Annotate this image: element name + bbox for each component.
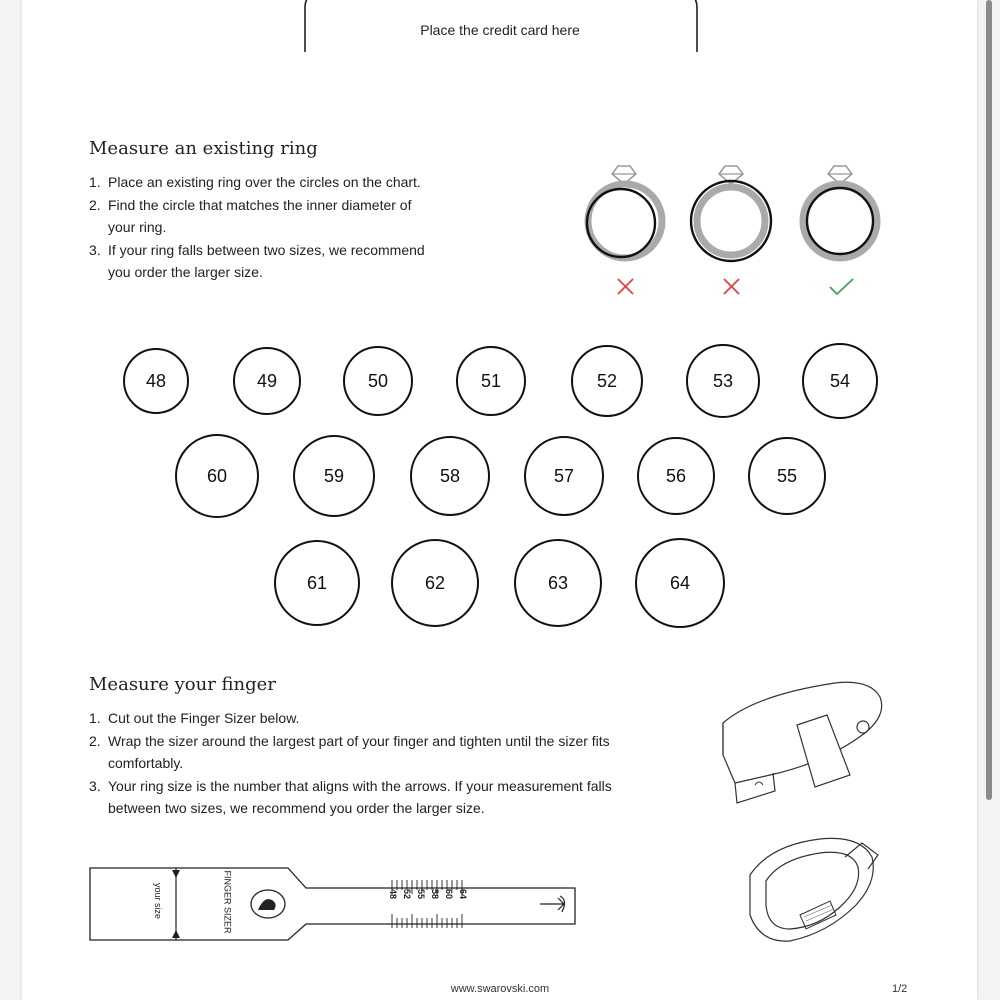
step-text: Wrap the sizer around the largest part of your finger and tighten until the sizer fits [108,732,610,749]
step-text: Place an existing ring over the circles on the chart. [108,174,421,190]
ring-size-circle: 57 [524,436,604,516]
existing-ring-title: Measure an existing ring [89,138,318,159]
ring-size-circle: 50 [343,346,413,416]
ring-size-circle: 52 [571,345,643,417]
cross-icon-1 [618,279,633,294]
ring-size-circle: 48 [123,348,189,414]
step-text: between two sizes, we recommend you order the larger size. [108,800,485,816]
wrapped-sizer-illustration [715,675,895,805]
ring-size-circle: 59 [293,435,375,517]
step-item [89,775,679,820]
sizer-scale-number: 60 [444,888,455,900]
step-item [89,194,469,239]
sizer-scale-number: 52 [402,888,413,900]
ring-fit-illustrations [580,160,890,305]
step-number: 2. [89,196,101,213]
sizer-scale-number: 58 [430,888,441,900]
check-icon [830,279,853,294]
wrapped-sizer-illustration-2 [740,835,890,947]
step-text: Your ring size is the number that aligns with the arrows. If your measurement falls [108,777,612,794]
step-text: Cut out the Finger Sizer below. [108,710,300,726]
sizer-scale-number: 64 [458,888,469,900]
ring-size-circle: 53 [686,344,760,418]
sizer-your-size-label: your size [153,882,164,920]
ring-size-circle: 49 [233,347,301,415]
ring-size-circle: 55 [748,437,826,515]
step-number: 3. [89,241,101,258]
step-number: 1. [89,710,101,726]
page-number: 1/2 [892,983,908,995]
ring-size-circle: 60 [175,434,259,518]
ring-size-circle: 56 [637,437,715,515]
sizer-finger-sizer-label: FINGER SIZER [222,870,233,934]
ring-size-circle: 61 [274,540,360,626]
cross-icon-2 [724,279,739,294]
finger-title: Measure your finger [89,674,276,695]
ring-size-circle: 51 [456,346,526,416]
step-item [89,239,469,284]
finger-steps [89,707,679,820]
step-text: your ring. [108,219,167,235]
credit-card-label: Place the credit card here [420,22,580,38]
step-number: 2. [89,732,101,749]
footer-url[interactable]: www.swarovski.com [450,983,550,995]
step-text: you order the larger size. [108,264,263,280]
ring-size-circle: 54 [802,343,878,419]
step-item [89,707,679,730]
ring-too-small-icon [691,166,771,261]
ring-too-large-icon [587,166,662,258]
ring-correct-icon [803,166,877,258]
sizer-scale-numbers [388,879,472,915]
existing-ring-steps [89,171,469,284]
step-text: Find the circle that matches the inner diameter of [108,196,412,213]
scrollbar[interactable] [986,0,992,800]
step-item [89,171,469,194]
step-number: 3. [89,777,101,794]
step-text: comfortably. [108,755,184,771]
ring-size-circle: 63 [514,539,602,627]
step-item [89,730,679,775]
ring-size-circle: 62 [391,539,479,627]
sizer-scale-number: 48 [388,888,399,900]
ring-size-circle: 58 [410,436,490,516]
sizer-scale-number: 55 [416,888,427,900]
step-text: If your ring falls between two sizes, we recommend [108,241,425,258]
step-number: 1. [89,174,101,190]
ring-size-circle: 64 [635,538,725,628]
